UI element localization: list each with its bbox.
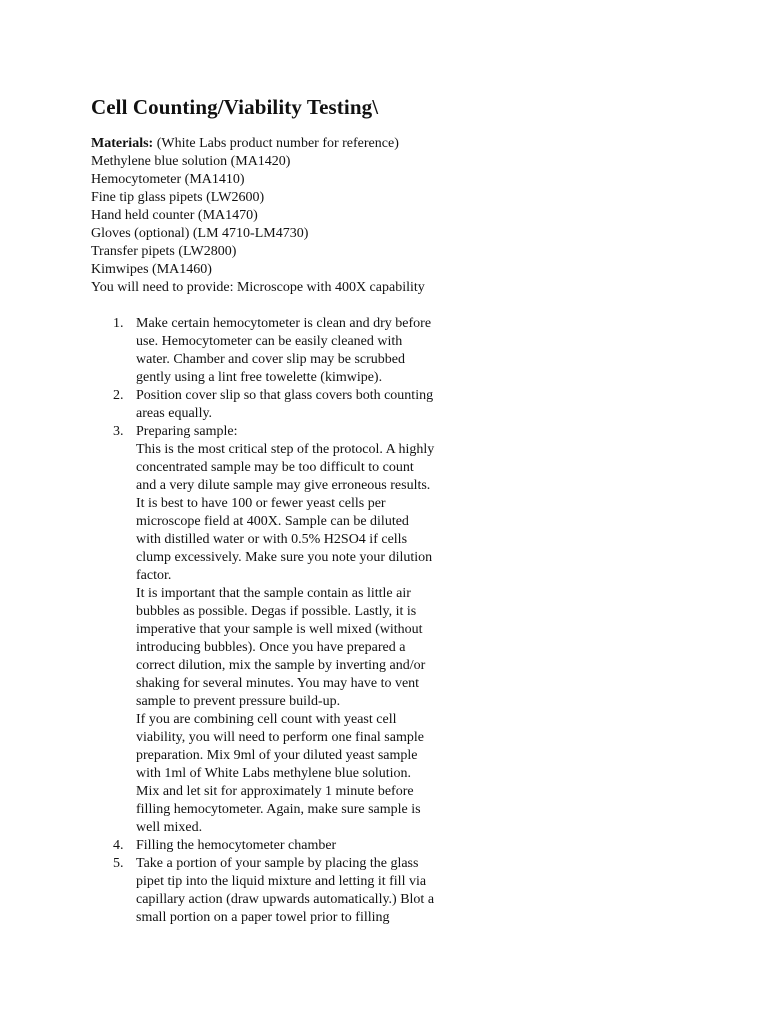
step-text-line: pipet tip into the liquid mixture and letting it fill via [136, 874, 427, 889]
step-item [91, 855, 691, 927]
materials-item: You will need to provide: Microscope with 400X capability [91, 280, 425, 295]
step-text-line: Preparing sample: [136, 424, 238, 439]
step-text-line: use. Hemocytometer can be easily cleaned with [136, 334, 403, 349]
step-text-line: small portion on a paper towel prior to filling [136, 910, 390, 925]
step-number: 3. [113, 424, 124, 439]
step-text-line: microscope field at 400X. Sample can be diluted [136, 514, 409, 529]
step-item [91, 387, 691, 423]
step-text [136, 837, 691, 855]
step-text [136, 387, 691, 423]
step-text-line: shaking for several minutes. You may have to vent [136, 676, 420, 691]
step-number: 2. [113, 388, 124, 403]
step-text-line: viability, you will need to perform one final sample [136, 730, 424, 745]
step-item [91, 423, 691, 837]
materials-item: Transfer pipets (LW2800) [91, 244, 237, 259]
step-text-line: gently using a lint free towelette (kimwipe). [136, 370, 383, 385]
step-text-line: with distilled water or with 0.5% H2SO4 if cells [136, 532, 408, 547]
materials-item: Fine tip glass pipets (LW2600) [91, 190, 265, 205]
materials-item: Kimwipes (MA1460) [91, 262, 212, 277]
document-title: Cell Counting/Viability Testing\ [91, 95, 379, 119]
step-text [136, 315, 691, 387]
step-text-line: introducing bubbles). Once you have prepared a [136, 640, 406, 655]
step-text-line: factor. [136, 568, 172, 583]
step-text-line: areas equally. [136, 406, 213, 421]
step-text-line: It is best to have 100 or fewer yeast cells per [136, 496, 386, 511]
materials-item: Hand held counter (MA1470) [91, 208, 258, 223]
steps-list [91, 315, 691, 927]
step-text-line: concentrated sample may be too difficult to count [136, 460, 414, 475]
step-text-line: Filling the hemocytometer chamber [136, 838, 337, 853]
materials-item: Methylene blue solution (MA1420) [91, 154, 291, 169]
document-page [91, 94, 691, 927]
step-text [136, 855, 691, 927]
step-text-line: If you are combining cell count with yeast cell [136, 712, 397, 727]
step-text-line: capillary action (draw upwards automatically.) Blot a [136, 892, 435, 907]
step-text-line: imperative that your sample is well mixed (without [136, 622, 423, 637]
step-text-line: water. Chamber and cover slip may be scrubbed [136, 352, 406, 367]
materials-section [91, 135, 691, 297]
materials-heading-line [91, 135, 691, 153]
step-text-line: This is the most critical step of the protocol. A highly [136, 442, 435, 457]
step-text-line: correct dilution, mix the sample by inverting and/or [136, 658, 426, 673]
step-text-line: and a very dilute sample may give erroneous results. [136, 478, 431, 493]
step-text-line: well mixed. [136, 820, 203, 835]
step-number: 5. [113, 856, 124, 871]
materials-label: Materials: [91, 136, 154, 151]
step-text [136, 423, 691, 837]
step-number: 4. [113, 838, 124, 853]
step-text-line: Position cover slip so that glass covers both counting [136, 388, 434, 403]
step-text-line: filling hemocytometer. Again, make sure sample is [136, 802, 421, 817]
step-text-line: clump excessively. Make sure you note your dilution [136, 550, 433, 565]
materials-note: (White Labs product number for reference) [153, 136, 399, 151]
step-text-line: sample to prevent pressure build-up. [136, 694, 341, 709]
step-item [91, 315, 691, 387]
materials-item: Hemocytometer (MA1410) [91, 172, 245, 187]
step-text-line: preparation. Mix 9ml of your diluted yeast sample [136, 748, 418, 763]
materials-list [91, 153, 691, 297]
step-text-line: with 1ml of White Labs methylene blue solution. [136, 766, 412, 781]
step-text-line: bubbles as possible. Degas if possible. Lastly, it is [136, 604, 417, 619]
step-item [91, 837, 691, 855]
step-text-line: Make certain hemocytometer is clean and dry before [136, 316, 432, 331]
step-number: 1. [113, 316, 124, 331]
step-text-line: It is important that the sample contain as little air [136, 586, 411, 601]
step-text-line: Mix and let sit for approximately 1 minute before [136, 784, 414, 799]
step-text-line: Take a portion of your sample by placing the glass [136, 856, 419, 871]
materials-item: Gloves (optional) (LM 4710-LM4730) [91, 226, 309, 241]
